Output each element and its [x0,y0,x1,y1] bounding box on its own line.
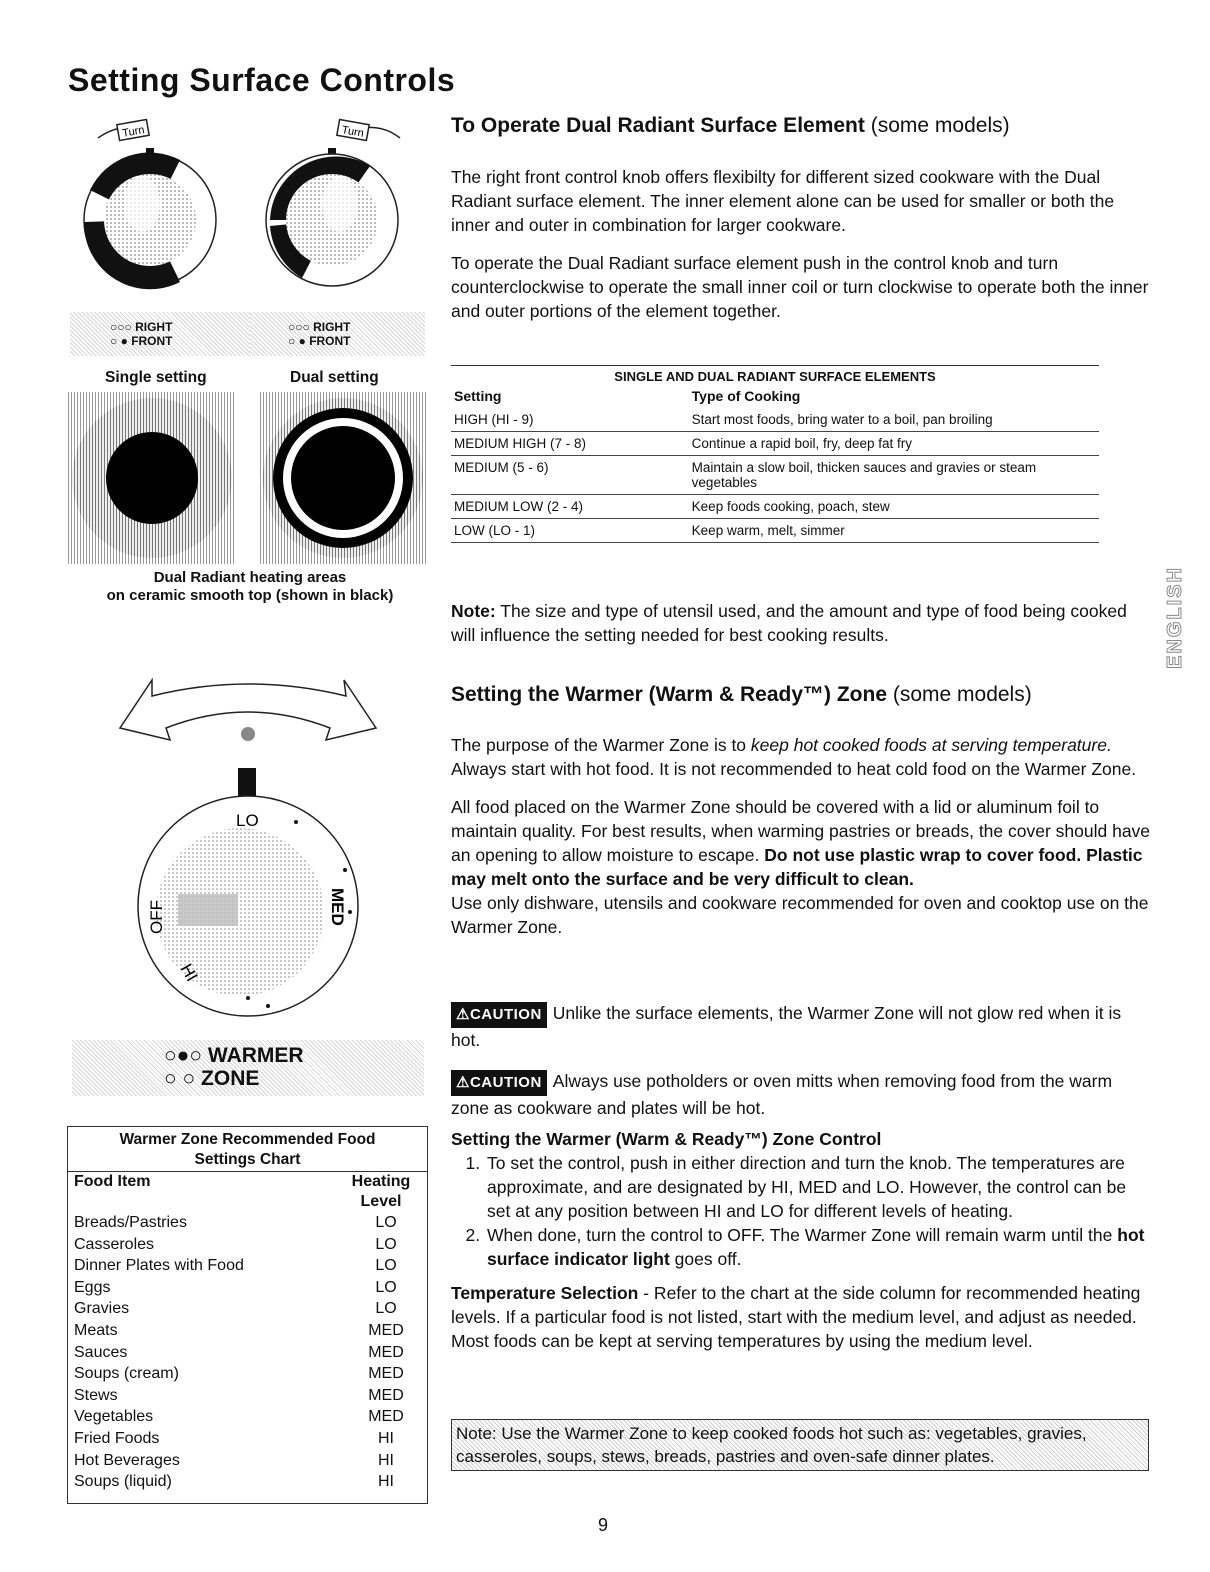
col-setting: Setting [454,388,502,404]
indicator-right-label: RIGHT [313,320,351,334]
left-indicator-panel [70,312,250,356]
heating-caption-line2: on ceramic smooth top (shown in black) [106,587,394,604]
warmer-para-2: All food placed on the Warmer Zone should be covered with a lid or aluminum foil to maintain quality. For best results, when warming pastries or breads, the cover should have an opening to allow moisture to escape. Do not use plastic wrap to cover food. Plastic may melt onto the surface and be very difficult to clean. [451,797,1151,889]
col-food-item: Food Item [74,1173,151,1190]
table-row: MEDIUM LOW (2 - 4) Keep foods cooking, poach, stew [451,495,1099,519]
indicator-dots: ○ ○ [164,1067,196,1090]
dial-label-off: OFF [147,900,166,934]
turn-label-right: Turn [340,124,365,140]
warmer-indicator-panel [72,1040,424,1096]
dual-radiant-body [451,165,1151,337]
table-row: Breads/Pastries LO [74,1214,397,1231]
table-header-row [451,384,1099,408]
indicator-dots: ○○○ [288,320,310,334]
indicator-front-label: FRONT [309,334,351,348]
table-row: Hot Beverages HI [74,1451,394,1469]
table-row: Casseroles LO [74,1235,397,1253]
dial-label-lo: LO [236,811,259,830]
page-number: 9 [598,1515,609,1535]
dual-setting-caption: Dual setting [290,369,379,386]
warmer-control-steps [451,1151,1151,1271]
table-row: LOW (LO - 1) Keep warm, melt, simmer [451,519,1099,543]
warmer-control-section [451,1127,1151,1367]
single-setting-caption: Single setting [105,369,207,386]
indicator-front-label: FRONT [131,334,173,348]
language-side-tab: ENGLISH [1164,566,1186,669]
right-indicator-panel [250,312,425,356]
warmer-dial-illustration [100,676,430,1048]
cooking-note: Note: The size and type of utensil used, and the amount and type of food being cooked will influence the setting needed for best cooking results. [451,601,1127,645]
table-row: Gravies LO [74,1300,397,1318]
table-row: Soups (cream) MED [74,1365,404,1383]
warmer-control-heading: Setting the Warmer (Warm & Ready™) Zone Control [451,1129,882,1149]
warmer-para-1: The purpose of the Warmer Zone is to keep hot cooked foods at serving temperature. Always start with hot food. It is not recommended to heat cold food on the Warmer Zone. [451,735,1137,779]
list-item: 2. When done, turn the control to OFF. The Warmer Zone will remain warm until the hot surface indicator light goes off. [485,1223,1151,1271]
indicator-dots: ○ ● [288,334,306,348]
table-row: Meats MED [74,1321,404,1339]
warmer-table-body [68,1212,427,1493]
indicator-dots: ○●○ [164,1044,203,1067]
caution-2: ⚠CAUTION Always use potholders or oven mitts when removing food from the warm zone as cookware and plates will be hot. [451,1071,1113,1118]
dial-label-hi: HI [176,960,202,985]
dual-para-2: To operate the Dual Radiant surface element push in the control knob and turn counterclockwise to operate the small inner coil or turn clockwise to operate both the inner and outer portions of the element together. [451,253,1149,321]
table-row: Stews MED [74,1386,404,1404]
temperature-selection: Temperature Selection - Refer to the chart at the side column for recommended heating levels. If a particular food is not listed, start with the medium level, and adjust as needed. Most foods can be kept at serving temperatures by using the medium level. [451,1283,1141,1351]
warmer-zone-heading: Setting the Warmer (Warm & Ready™) Zone (some models) [451,683,1032,706]
heating-caption-line1: Dual Radiant heating areas [153,569,347,586]
dial-label-med: MED [328,888,347,926]
zone-indicator-label: ZONE [201,1067,260,1090]
table-row: HIGH (HI - 9) Start most foods, bring water to a boil, pan broiling [451,408,1099,432]
table-row: Soups (liquid) HI [74,1473,394,1491]
elements-table-title: SINGLE AND DUAL RADIANT SURFACE ELEMENTS [614,369,936,384]
warmer-table-header [68,1172,427,1212]
table-row: MEDIUM (5 - 6) Maintain a slow boil, thicken sauces and gravies or steam vegetables [451,456,1099,495]
table-row: Fried Foods HI [74,1429,394,1447]
page-title: Setting Surface Controls [68,62,456,98]
left-knob [84,120,216,290]
caution-1: ⚠CAUTION Unlike the surface elements, the Warmer Zone will not glow red when it is hot. [451,1003,1122,1050]
turn-label-left: Turn [121,124,146,140]
indicator-dots: ○ ● [110,334,128,348]
table-row: Eggs LO [74,1278,397,1296]
col-heating-level: Heating Level [351,1173,411,1210]
knob-illustrations [70,110,430,310]
table-row: Dinner Plates with Food LO [74,1257,397,1275]
warmer-food-table [67,1126,428,1504]
heating-areas-caption [60,569,440,605]
dual-para-1: The right front control knob offers flexibilty for different sized cookware with the Dual Radiant surface element. The inner element alone can be used for smaller or both the inner and outer in combination for larger cookware. [451,167,1115,235]
list-item: 1. To set the control, push in either direction and turn the knob. The temperatures are approximate, and are designated by HI, MED and LO. However, the control can be set at any position between HI and LO for different levels of heating. [485,1151,1151,1223]
col-type-of-cooking: Type of Cooking [691,388,801,404]
indicator-dots: ○○○ [110,320,132,334]
warmer-note-box: Note: Use the Warmer Zone to keep cooked foods hot such as: vegetables, gravies, casseroles, soups, stews, breads, pastries and oven-safe dinner plates. [451,1419,1149,1471]
caution-badge: ⚠CAUTION [451,1070,547,1096]
warmer-para-3: Use only dishware, utensils and cookware recommended for oven and cooktop use on the Warmer Zone. [451,893,1149,937]
surface-elements-table [451,365,1099,543]
elements-table-grid [451,384,1099,543]
warmer-zone-body [451,733,1151,953]
heating-area-illustrations [68,392,428,564]
table-row: MEDIUM HIGH (7 - 8) Continue a rapid boil, fry, deep fat fry [451,432,1099,456]
table-row: Sauces MED [74,1343,404,1361]
table-row: Vegetables MED [74,1408,404,1426]
indicator-right-label: RIGHT [135,320,173,334]
dual-radiant-heading: To Operate Dual Radiant Surface Element (some models) [451,114,1010,137]
warmer-table-title: Warmer Zone Recommended Food Settings Chart [68,1127,427,1172]
right-knob [266,120,400,286]
caution-badge: ⚠CAUTION [451,1002,547,1028]
warmer-indicator-label: WARMER [207,1044,304,1067]
